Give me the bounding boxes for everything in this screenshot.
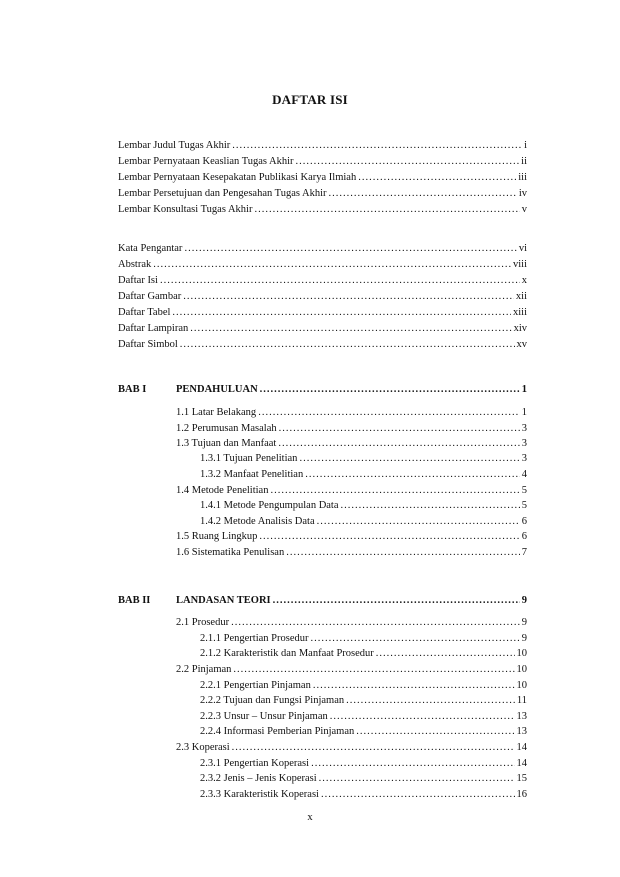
toc-entry[interactable] xyxy=(176,406,527,420)
leader-dots xyxy=(232,139,522,153)
leader-dots xyxy=(259,530,519,544)
toc-entry-label: Daftar Lampiran xyxy=(118,323,189,334)
toc-entry[interactable] xyxy=(176,437,527,451)
toc-entry[interactable] xyxy=(176,530,527,544)
toc-entry-page: 13 xyxy=(516,711,527,722)
toc-entry-label: Daftar Tabel xyxy=(118,307,171,318)
toc-entry-page: iv xyxy=(518,188,527,199)
leader-dots xyxy=(258,406,520,420)
toc-entry[interactable] xyxy=(118,171,527,185)
leader-dots xyxy=(232,741,515,755)
leader-dots xyxy=(311,757,514,771)
toc-entry-label: 2.1.1 Pengertian Prosedur xyxy=(200,633,309,644)
toc-entry-page: 3 xyxy=(521,423,527,434)
chapter-number: BAB I xyxy=(118,384,147,395)
leader-dots xyxy=(286,546,520,560)
toc-entry-label: 2.2.3 Unsur – Unsur Pinjaman xyxy=(200,711,328,722)
leader-dots xyxy=(153,258,511,272)
toc-entry-label: Daftar Gambar xyxy=(118,291,182,302)
toc-subentry[interactable] xyxy=(200,499,527,513)
toc-entry-page: 5 xyxy=(521,485,527,496)
toc-subentry[interactable] xyxy=(200,710,527,724)
toc-entry-label: Daftar Isi xyxy=(118,275,158,286)
toc-entry-page: 10 xyxy=(516,648,527,659)
toc-entry-label: 2.3.1 Pengertian Koperasi xyxy=(200,758,310,769)
toc-entry-label: 1.3.1 Tujuan Penelitian xyxy=(200,453,298,464)
toc-entry-page: xv xyxy=(516,339,527,350)
chapter-page: 9 xyxy=(521,595,527,606)
toc-subentry[interactable] xyxy=(200,452,527,466)
toc-entry-label: 2.2 Pinjaman xyxy=(176,664,232,675)
leader-dots xyxy=(329,187,517,201)
toc-entry-label: 1.5 Ruang Lingkup xyxy=(176,531,258,542)
leader-dots xyxy=(356,725,514,739)
toc-entry[interactable] xyxy=(176,546,527,560)
page-number: x xyxy=(307,812,313,823)
toc-entry-page: viii xyxy=(512,259,527,270)
toc-entry-page: 10 xyxy=(516,680,527,691)
leader-dots xyxy=(341,499,520,513)
toc-entry-page: 14 xyxy=(516,742,527,753)
toc-subentry[interactable] xyxy=(200,468,527,482)
page-title: DAFTAR ISI xyxy=(272,92,348,107)
toc-entry[interactable] xyxy=(118,203,527,217)
leader-dots xyxy=(233,663,514,677)
toc-entry[interactable] xyxy=(118,290,527,304)
toc-entry-page: 1 xyxy=(521,407,527,418)
leader-dots xyxy=(299,452,519,466)
leader-dots xyxy=(183,290,514,304)
toc-entry-label: Lembar Pernyataan Kesepakatan Publikasi Karya Ilmiah xyxy=(118,172,357,183)
toc-entry-label: 1.2 Perumusan Masalah xyxy=(176,423,277,434)
toc-entry-label: 2.1.2 Karakteristik dan Manfaat Prosedur xyxy=(200,648,374,659)
toc-entry-page: 9 xyxy=(521,617,527,628)
toc-entry[interactable] xyxy=(118,242,527,256)
toc-entry-page: vi xyxy=(518,243,527,254)
leader-dots xyxy=(321,788,515,802)
toc-entry-page: 6 xyxy=(521,531,527,542)
toc-entry-label: 2.1 Prosedur xyxy=(176,617,230,628)
toc-entry-page: 3 xyxy=(521,453,527,464)
leader-dots xyxy=(317,515,520,529)
toc-entry-label: 2.3.2 Jenis – Jenis Koperasi xyxy=(200,773,317,784)
toc-entry-page: 16 xyxy=(516,789,527,800)
leader-dots xyxy=(254,203,519,217)
leader-dots xyxy=(376,647,515,661)
leader-dots xyxy=(330,710,515,724)
toc-entry-label: 2.3 Koperasi xyxy=(176,742,230,753)
toc-entry-label: Lembar Pernyataan Keaslian Tugas Akhir xyxy=(118,156,294,167)
toc-entry-page: iii xyxy=(518,172,527,183)
toc-entry-label: Abstrak xyxy=(118,259,152,270)
leader-dots xyxy=(310,632,519,646)
leader-dots xyxy=(190,322,511,336)
toc-entry[interactable] xyxy=(118,139,527,153)
leader-dots xyxy=(160,274,520,288)
toc-entry-page: xiii xyxy=(512,307,527,318)
leader-dots xyxy=(180,338,515,352)
leader-dots xyxy=(184,242,516,256)
toc-entry-page: xii xyxy=(515,291,527,302)
toc-entry[interactable] xyxy=(176,484,527,498)
toc-subentry[interactable] xyxy=(200,647,527,661)
toc-entry-page: 9 xyxy=(521,633,527,644)
chapter-title: PENDAHULUAN xyxy=(176,384,258,395)
toc-entry-label: 2.2.4 Informasi Pemberian Pinjaman xyxy=(200,726,355,737)
leader-dots xyxy=(305,468,520,482)
toc-entry[interactable] xyxy=(118,258,527,272)
leader-dots xyxy=(172,306,511,320)
chapter-heading[interactable] xyxy=(176,594,527,608)
leader-dots xyxy=(346,694,515,708)
toc-subentry[interactable] xyxy=(200,515,527,529)
leader-dots xyxy=(273,594,520,608)
toc-entry[interactable] xyxy=(176,616,527,630)
toc-entry-label: Lembar Konsultasi Tugas Akhir xyxy=(118,204,253,215)
toc-subentry[interactable] xyxy=(200,757,527,771)
toc-entry-label: Kata Pengantar xyxy=(118,243,183,254)
toc-entry[interactable] xyxy=(176,663,527,677)
toc-entry-page: 13 xyxy=(516,726,527,737)
toc-entry-page: 5 xyxy=(521,500,527,511)
toc-entry[interactable] xyxy=(118,338,527,352)
leader-dots xyxy=(260,383,520,397)
toc-entry-page: xiv xyxy=(513,323,527,334)
toc-entry-label: 2.2.1 Pengertian Pinjaman xyxy=(200,680,311,691)
toc-entry-label: 1.6 Sistematika Penulisan xyxy=(176,547,285,558)
toc-subentry[interactable] xyxy=(200,772,527,786)
toc-subentry[interactable] xyxy=(200,788,527,802)
toc-entry[interactable] xyxy=(118,274,527,288)
leader-dots xyxy=(296,155,520,169)
toc-entry[interactable] xyxy=(118,306,527,320)
chapter-title: LANDASAN TEORI xyxy=(176,595,271,606)
toc-entry[interactable] xyxy=(118,322,527,336)
leader-dots xyxy=(279,422,520,436)
toc-entry-label: 2.2.2 Tujuan dan Fungsi Pinjaman xyxy=(200,695,345,706)
toc-entry-page: 14 xyxy=(516,758,527,769)
toc-entry-label: 1.4 Metode Penelitian xyxy=(176,485,269,496)
toc-entry-label: Lembar Persetujuan dan Pengesahan Tugas Akhir xyxy=(118,188,327,199)
toc-entry-label: 1.4.2 Metode Analisis Data xyxy=(200,516,315,527)
toc-entry-label: Daftar Simbol xyxy=(118,339,178,350)
toc-entry[interactable] xyxy=(118,155,527,169)
toc-subentry[interactable] xyxy=(200,679,527,693)
toc-entry-label: 1.4.1 Metode Pengumpulan Data xyxy=(200,500,339,511)
toc-entry-label: Lembar Judul Tugas Akhir xyxy=(118,140,231,151)
toc-entry-label: 1.3.2 Manfaat Penelitian xyxy=(200,469,304,480)
toc-entry-label: 2.3.3 Karakteristik Koperasi xyxy=(200,789,319,800)
toc-entry-page: ii xyxy=(521,156,527,167)
toc-entry[interactable] xyxy=(176,422,527,436)
toc-subentry[interactable] xyxy=(200,725,527,739)
leader-dots xyxy=(358,171,516,185)
toc-entry-page: v xyxy=(521,204,527,215)
toc-entry-page: 3 xyxy=(521,438,527,449)
toc-entry[interactable] xyxy=(118,187,527,201)
toc-entry[interactable] xyxy=(176,741,527,755)
toc-entry-page: 4 xyxy=(521,469,527,480)
toc-entry-page: x xyxy=(521,275,527,286)
toc-subentry[interactable] xyxy=(200,632,527,646)
leader-dots xyxy=(319,772,515,786)
leader-dots xyxy=(278,437,519,451)
toc-entry-page: 6 xyxy=(521,516,527,527)
chapter-heading[interactable] xyxy=(176,383,527,397)
toc-subentry[interactable] xyxy=(200,694,527,708)
toc-entry-page: 15 xyxy=(516,773,527,784)
toc-entry-page: 11 xyxy=(516,695,527,706)
leader-dots xyxy=(270,484,519,498)
chapter-page: 1 xyxy=(521,384,527,395)
chapter-number: BAB II xyxy=(118,595,151,606)
toc-entry-page: i xyxy=(524,140,527,151)
toc-entry-label: 1.3 Tujuan dan Manfaat xyxy=(176,438,277,449)
toc-entry-page: 10 xyxy=(516,664,527,675)
toc-entry-label: 1.1 Latar Belakang xyxy=(176,407,257,418)
leader-dots xyxy=(231,616,520,630)
leader-dots xyxy=(313,679,515,693)
toc-entry-page: 7 xyxy=(521,547,527,558)
